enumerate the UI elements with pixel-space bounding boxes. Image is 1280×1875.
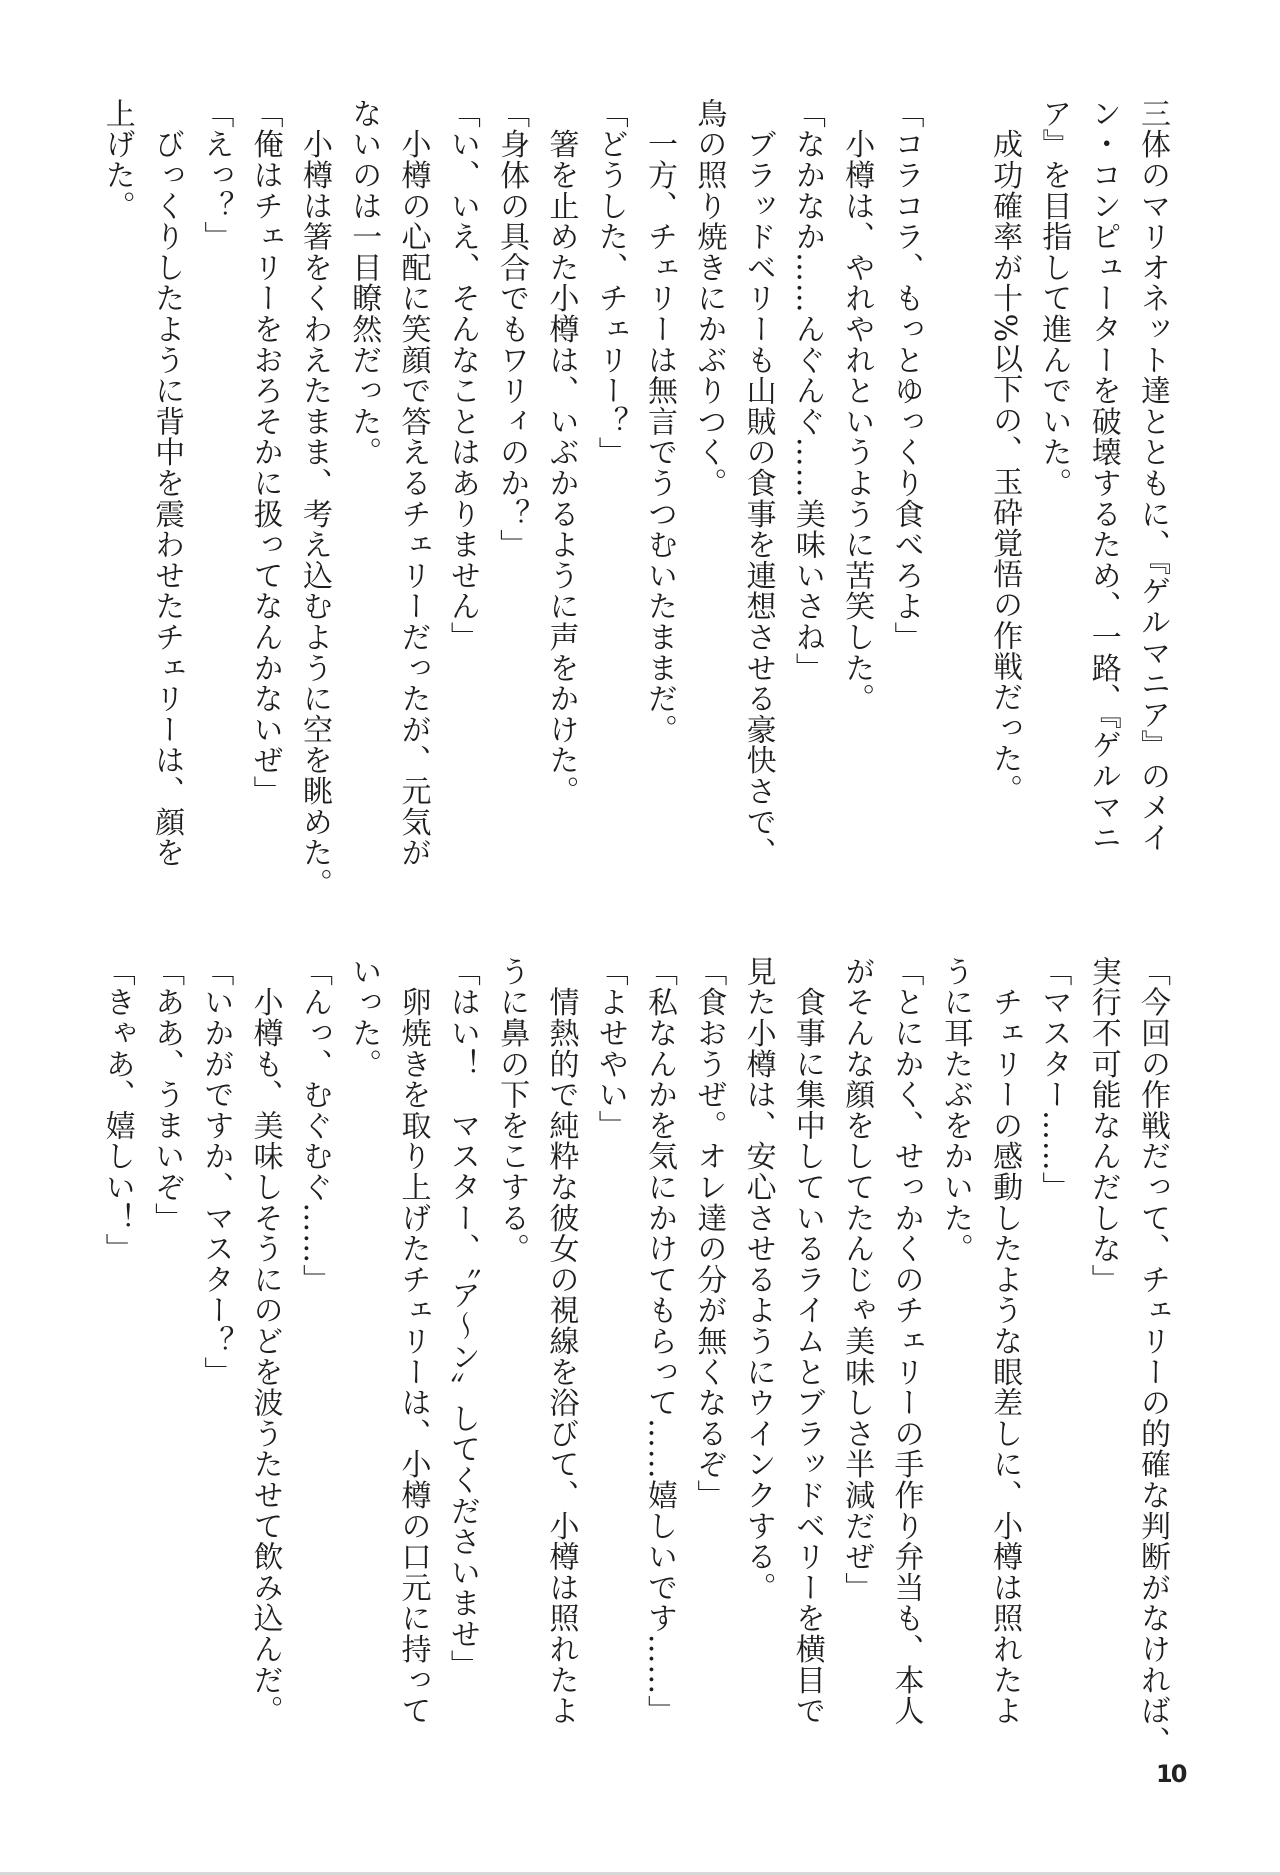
page-number: 10 (1156, 1760, 1186, 1788)
text-line: 小樽は箸をくわえたまま、考え込むように空を眺めた。 (296, 98, 332, 899)
text-line: びっくりしたように背中を震わせたチェリーは、顔を (149, 98, 185, 868)
text-line: 「マスター……」 (1036, 956, 1072, 1203)
text-line (931, 98, 980, 888)
text-line: 「とにかく、せっかくのチェリーの手作り弁当も、本人 (888, 956, 924, 1726)
text-line: 「んっ、むぐむぐ……」 (296, 956, 332, 1295)
text-line: 「きゃあ、嬉しい！」 (99, 956, 135, 1264)
text-line: 「いかがですか、マスター？」 (198, 956, 234, 1388)
text-line: 一方、チェリーは無言でうつむいたままだ。 (642, 98, 678, 745)
text-line: 「はい！ マスター、〝ア～ン〟してくださいませ」 (444, 956, 480, 1681)
text-line: ブラッドベリーも山賊の食事を連想させる豪快さで、 (740, 98, 776, 868)
text-line: 上げた。 (99, 98, 135, 222)
text-line: 情熱的で純粋な彼女の視線を浴びて、小樽は照れたよ (543, 956, 579, 1726)
text-line: 成功確率が十%以下の、玉砕覚悟の作戦だった。 (987, 98, 1023, 805)
text-line: 卵焼きを取り上げたチェリーは、小樽の口元に持って (395, 956, 431, 1726)
text-line: 実行不可能なんだしな」 (1085, 956, 1121, 1295)
text-line: 「俺はチェリーをおろそかに扱ってなんかないぜ」 (247, 98, 283, 807)
text-line: 「身体の具合でもワリィのか？」 (494, 98, 530, 560)
text-line: 「い、いえ、そんなことはありません」 (444, 98, 480, 653)
text-line: うに耳たぶをかいた。 (937, 956, 973, 1264)
text-line: 三体のマリオネット達とともに、『ゲルマニア』のメイ (1135, 98, 1170, 853)
text-line: チェリーの感動したような眼差しに、小樽は照れたよ (987, 956, 1023, 1726)
text-line: 「ああ、うまいぞ」 (149, 956, 185, 1234)
text-line: 「私なんかを気にかけてもらって……嬉しいです……」 (642, 956, 678, 1726)
text-line: 小樽も、美味しそうにのどを波うたせて飲み込んだ。 (247, 956, 283, 1726)
text-line: ないのは一目瞭然だった。 (346, 98, 382, 468)
text-line: 見た小樽は、安心させるようにウインクする。 (740, 956, 776, 1603)
text-line: 「コラコラ、もっとゆっくり食べろよ」 (888, 98, 924, 653)
text-line: ア』を目指して進んでいた。 (1036, 98, 1072, 499)
text-line: 小樽の心配に笑顔で答えるチェリーだったが、元気が (395, 98, 431, 868)
text-line: 箸を止めた小樽は、いぶかるように声をかけた。 (543, 98, 579, 807)
text-line: 食事に集中しているライムとブラッドベリーを横目で (789, 956, 825, 1726)
text-line: 「どうした、チェリー？」 (592, 98, 628, 468)
text-line: うに鼻の下をこする。 (494, 956, 530, 1264)
text-line: 小樽は、やれやれというように苦笑した。 (839, 98, 875, 714)
text-block-bottom (97, 956, 1177, 1757)
text-block-top (97, 98, 1177, 899)
text-line: いった。 (346, 956, 382, 1080)
text-line: 「今回の作戦だって、チェリーの的確な判断がなければ、 (1135, 956, 1170, 1757)
text-line: 「なかなか……んぐんぐ……美味いさね」 (789, 98, 825, 684)
text-line: 「よせやい」 (592, 956, 628, 1141)
text-line: ン・コンピューターを破壊するため、一路、『ゲルマニ (1085, 98, 1121, 853)
text-line: がそんな顔をしてたんじゃ美味しさ半減だぜ」 (839, 956, 875, 1603)
text-line: 鳥の照り焼きにかぶりつく。 (691, 98, 727, 499)
text-line: 「食おうぜ。オレ達の分が無くなるぞ」 (691, 956, 727, 1511)
text-line: 「えっ？」 (198, 98, 234, 252)
